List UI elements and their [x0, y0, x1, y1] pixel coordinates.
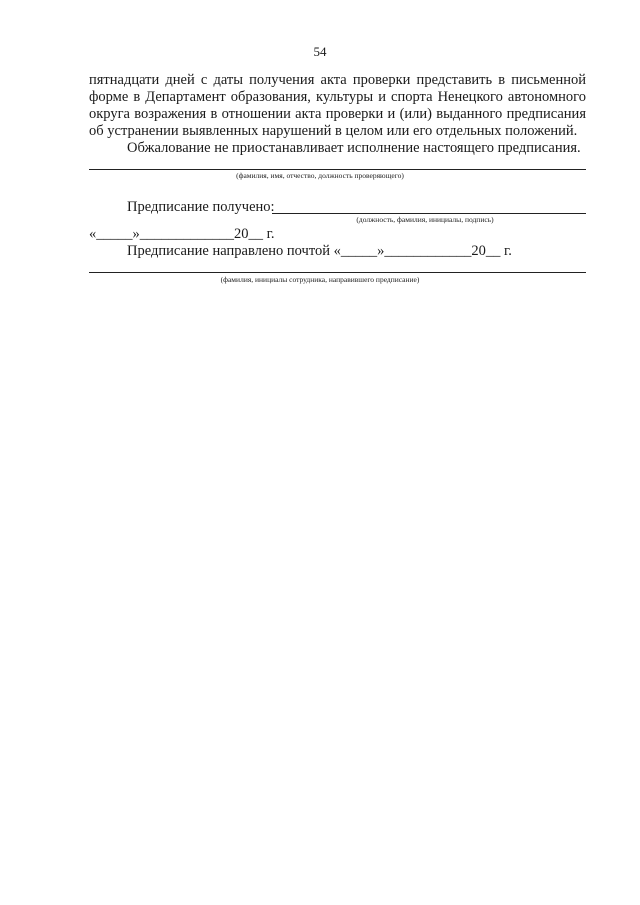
sender-signature-line	[89, 272, 586, 273]
sender-caption: (фамилия, инициалы сотрудника, направившего предписание)	[220, 275, 420, 284]
received-label: Предписание получено:	[127, 199, 275, 215]
inspector-caption: (фамилия, имя, отчество, должность проверяющего)	[236, 171, 404, 180]
received-signature-line	[272, 213, 586, 214]
received-date-line: «_____»_____________20__ г.	[89, 226, 275, 242]
paragraph-objection-period: пятнадцати дней с даты получения акта проверки представить в письменной форме в Департамент образования, культуры и спорта Ненецкого автономного округа возражения в отношении акта проверки и (или) выданного предписания об устранении выявленных нарушений в целом или его отдельных положений.	[89, 72, 586, 139]
sent-by-post-line: Предписание направлено почтой «_____»____________20__ г.	[127, 243, 512, 259]
paragraph-appeal-note: Обжалование не приостанавливает исполнение настоящего предписания.	[127, 140, 581, 156]
inspector-signature-line	[89, 169, 586, 170]
page-number: 54	[313, 44, 327, 59]
received-caption: (должность, фамилия, инициалы, подпись)	[356, 215, 494, 224]
